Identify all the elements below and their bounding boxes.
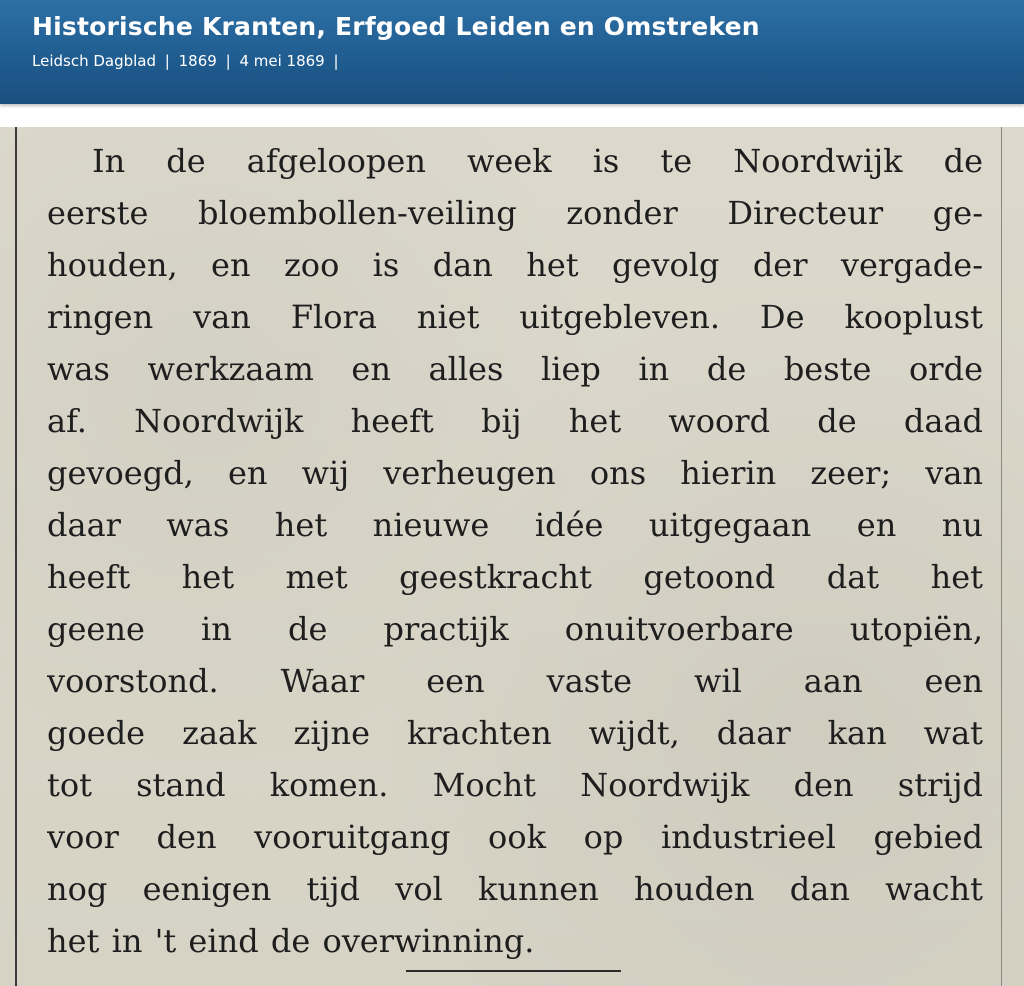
article-line: goede zaak zijne krachten wijdt, daar kan wat: [47, 714, 983, 752]
app-header: [0, 0, 1024, 104]
breadcrumb-year[interactable]: 1869: [178, 52, 217, 70]
article-line: ringen van Flora niet uitgebleven. De kooplust: [47, 298, 983, 336]
article-line: geene in de practijk onuitvoerbare utopiën,: [47, 610, 983, 648]
breadcrumb-date[interactable]: 4 mei 1869: [239, 52, 325, 70]
article-end-rule: [406, 970, 621, 972]
article-line: voorstond. Waar een vaste wil aan een: [47, 662, 983, 700]
article-line: heeft het met geestkracht getoond dat het: [47, 558, 983, 596]
article-line: daar was het nieuwe idée uitgegaan en nu: [47, 506, 983, 544]
article-text: [47, 135, 983, 967]
article-line: af. Noordwijk heeft bij het woord de daad: [47, 402, 983, 440]
breadcrumb-separator: |: [333, 52, 339, 70]
page-title: Historische Kranten, Erfgoed Leiden en Omstreken: [32, 12, 760, 41]
article-line: gevoegd, en wij verheugen ons hierin zeer; van: [47, 454, 983, 492]
article-line: nog eenigen tijd vol kunnen houden dan wacht: [47, 870, 983, 908]
article-line: voor den vooruitgang ook op industrieel gebied: [47, 818, 983, 856]
breadcrumb-separator: |: [225, 52, 231, 70]
newspaper-scan[interactable]: [0, 127, 1024, 986]
breadcrumb-newspaper[interactable]: Leidsch Dagblad: [32, 52, 157, 70]
column-rule-left: [15, 127, 17, 986]
article-line: tot stand komen. Mocht Noordwijk den strijd: [47, 766, 983, 804]
breadcrumb-separator: |: [164, 52, 170, 70]
article-line: was werkzaam en alles liep in de beste orde: [47, 350, 983, 388]
article-line: In de afgeloopen week is te Noordwijk de: [92, 142, 983, 180]
breadcrumb: [32, 52, 343, 70]
article-line: eerste bloembollen-veiling zonder Directeur ge-: [47, 194, 983, 232]
article-line: houden, en zoo is dan het gevolg der vergade-: [47, 246, 983, 284]
column-rule-right: [1001, 127, 1002, 986]
article-line: het in 't eind de overwinning.: [47, 922, 535, 960]
